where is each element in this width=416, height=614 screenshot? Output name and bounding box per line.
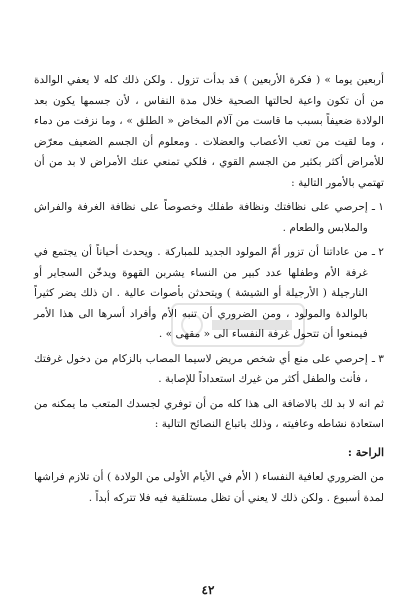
list-item-number: ٣ ـ <box>371 352 384 365</box>
intro-paragraph: أربعين يوما » ( فكرة الأربعين ) قد بدأت تزول . ولكن ذلك كله لا يعفي الوالدة من أن تكون واعية لحالتها الصحية خلال مدة النفاس ، لأن جسمها يكون بعد الولادة ضعيفاً بسبب ما قاست من آلام المخاض « الطلق » ، وما نزفت من دماء ، وما لقيت من تعب الأعصاب والعضلات . ومعلوم أن الجسم الضعيف معرّض للأمراض أكثر بكثير من الجسم القوي ، فلكي تمنعي عنك الأمراض لا بد من أن تهتمي بالأمور التالية : <box>34 74 384 189</box>
list-item-text: إحرصي على نظافتك ونظافة طفلك وخصوصاً على نظافة الغرفة والفراش والملابس والطعام . <box>34 201 368 234</box>
list-item-number: ١ ـ <box>371 201 384 213</box>
list-item-2 <box>34 242 384 345</box>
list-item-number: ٢ ـ <box>371 246 384 258</box>
section-paragraph: من الضروري لعافية النفساء ( الأم في الأيام الأولى من الولادة ) أن تلازم فراشها لمدة أسبوع . ولكن ذلك لا يعني أن تظل مستلقية فيه فلا تتركه أبداً . <box>34 471 384 504</box>
section-heading: الراحة : <box>347 445 384 459</box>
spacer <box>34 435 384 443</box>
list-item-text: إحرصي على منع أي شخص مريض لاسيما المصاب بالزكام من دخول غرفتك ، فأنت والطفل أكثر من غيرك استعداداً للإصابة . <box>34 352 368 385</box>
list-item-3 <box>34 349 384 390</box>
page-body <box>34 70 384 508</box>
page-number: ٤٢ <box>201 583 215 597</box>
closing-paragraph: ثم انه لا بد لك بالاضافة الى هذا كله من أن توفري لجسدك المتعب ما يمكنه من استعادة نشاطه وعافيته ، وذلك باتباع النصائح التالية : <box>34 397 384 430</box>
list-item-text: من عاداتنا أن تزور أمّ المولود الجديد للمباركة . ويحدث أحياناً أن يجتمع في غرفة الأم وطفلها عدد كبير من النساء يشربن القهوة ويدخّن السجاير أو النارجيلة ( الأرجيلة أو الشيشة ) ويتحدثن بأصوات عالية . ان ذلك يضر كثيراً بالوالدة والمولود ، ومن الضروري أن تنبه الأم وأفراد أسرها الى هذا الأمر فيمنعوا أن تتحول غرفة النفساء الى « مقهى » . <box>34 246 368 340</box>
list-item-1 <box>34 197 384 238</box>
